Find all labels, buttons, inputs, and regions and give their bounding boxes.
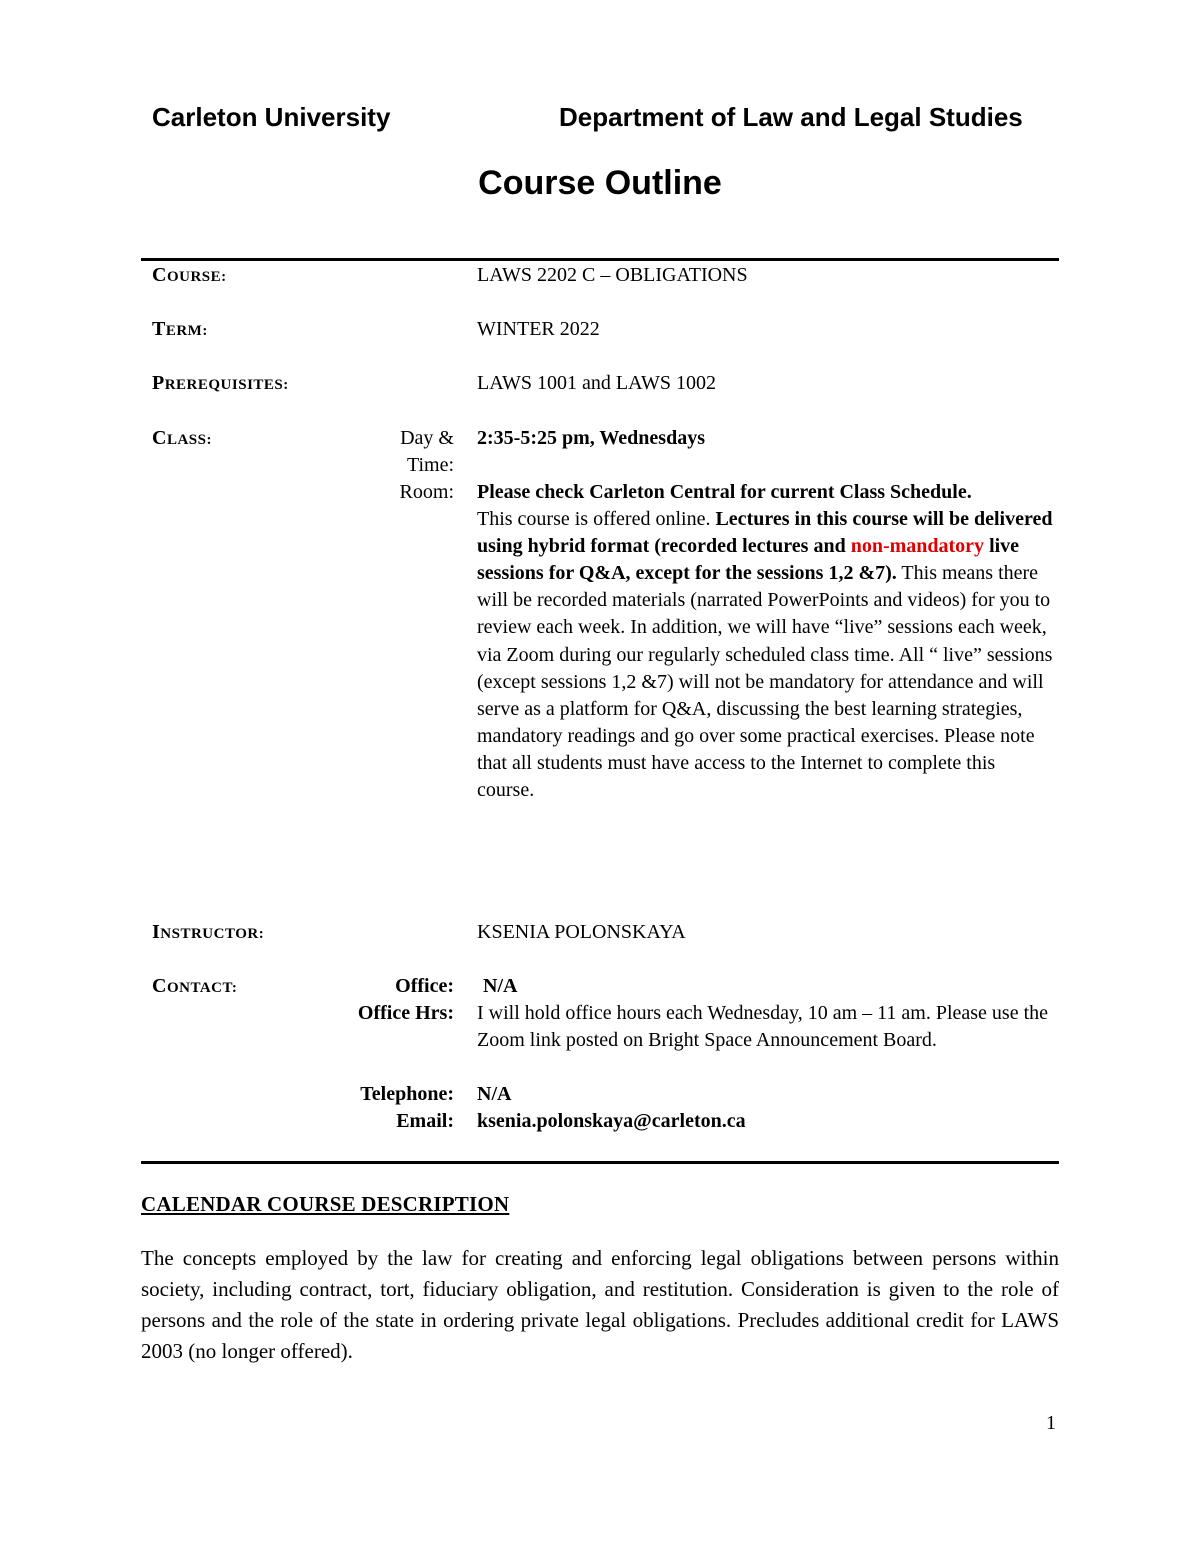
- course-label: COURSE:: [152, 264, 227, 286]
- term-label: TERM:: [152, 318, 208, 340]
- top-rule: [141, 258, 1059, 261]
- office-value: N/A: [483, 975, 518, 997]
- university-name: Carleton University: [152, 102, 391, 132]
- room-block: [477, 479, 1057, 804]
- page-title: Course Outline: [478, 164, 722, 202]
- department-name: Department of Law and Legal Studies: [559, 102, 1023, 132]
- course-delivery-note: This course is offered online. Lectures in this course will be delivered using hybrid format (recorded lectures and non-mandatory live sessions for Q&A, except for the sessions 1,2 &7). This means there will be recorded materials (narrated PowerPoints and videos) for you to review each week. In addition, we will have “live” sessions each week, via Zoom during our regularly scheduled class time. All “ live” sessions (except sessions 1,2 &7) will not be mandatory for attendance and will serve as a platform for Q&A, discussing the best learning strategies, mandatory readings and go over some practical exercises. Please note that all students must have access to the Internet to complete this course.: [477, 508, 1053, 802]
- prerequisites-label: PREREQUISITES:: [152, 372, 289, 394]
- office-hours-value: I will hold office hours each Wednesday, 10 am – 11 am. Please use the Zoom link posted on Bright Space Announcement Board.: [477, 1002, 1049, 1052]
- page-number: 1: [1046, 1412, 1056, 1434]
- office-hours-label: Office Hrs:: [357, 1002, 454, 1024]
- instructor-value: KSENIA POLONSKAYA: [477, 921, 686, 943]
- email-value: ksenia.polonskaya@carleton.ca: [477, 1110, 746, 1132]
- course-value: LAWS 2202 C – OBLIGATIONS: [477, 264, 748, 286]
- contact-label: CONTACT:: [152, 975, 238, 997]
- day-time-value: 2:35-5:25 pm, Wednesdays: [477, 427, 705, 449]
- room-value: Please check Carleton Central for current Class Schedule.: [477, 481, 972, 503]
- term-value: WINTER 2022: [477, 318, 600, 340]
- non-mandatory-highlight: non-mandatory: [850, 535, 985, 558]
- prerequisites-value: LAWS 1001 and LAWS 1002: [477, 372, 716, 394]
- calendar-description-text: The concepts employed by the law for creating and enforcing legal obligations between persons within society, including contract, tort, fiduciary obligation, and restitution. Consideration is given to the role of persons and the role of the state in ordering private legal obligations. Precludes additional credit for LAWS 2003 (no longer offered).: [141, 1246, 1059, 1363]
- email-label: Email:: [396, 1110, 454, 1132]
- day-time-label: Day & Time:: [400, 427, 454, 476]
- office-label: Office:: [395, 975, 454, 997]
- class-label: CLASS:: [152, 427, 212, 449]
- telephone-label: Telephone:: [360, 1083, 454, 1105]
- telephone-value: N/A: [477, 1083, 512, 1105]
- calendar-description-heading: CALENDAR COURSE DESCRIPTION: [141, 1192, 510, 1216]
- room-label: Room:: [399, 481, 454, 503]
- bottom-rule: [141, 1161, 1059, 1164]
- instructor-label: INSTRUCTOR:: [152, 921, 265, 943]
